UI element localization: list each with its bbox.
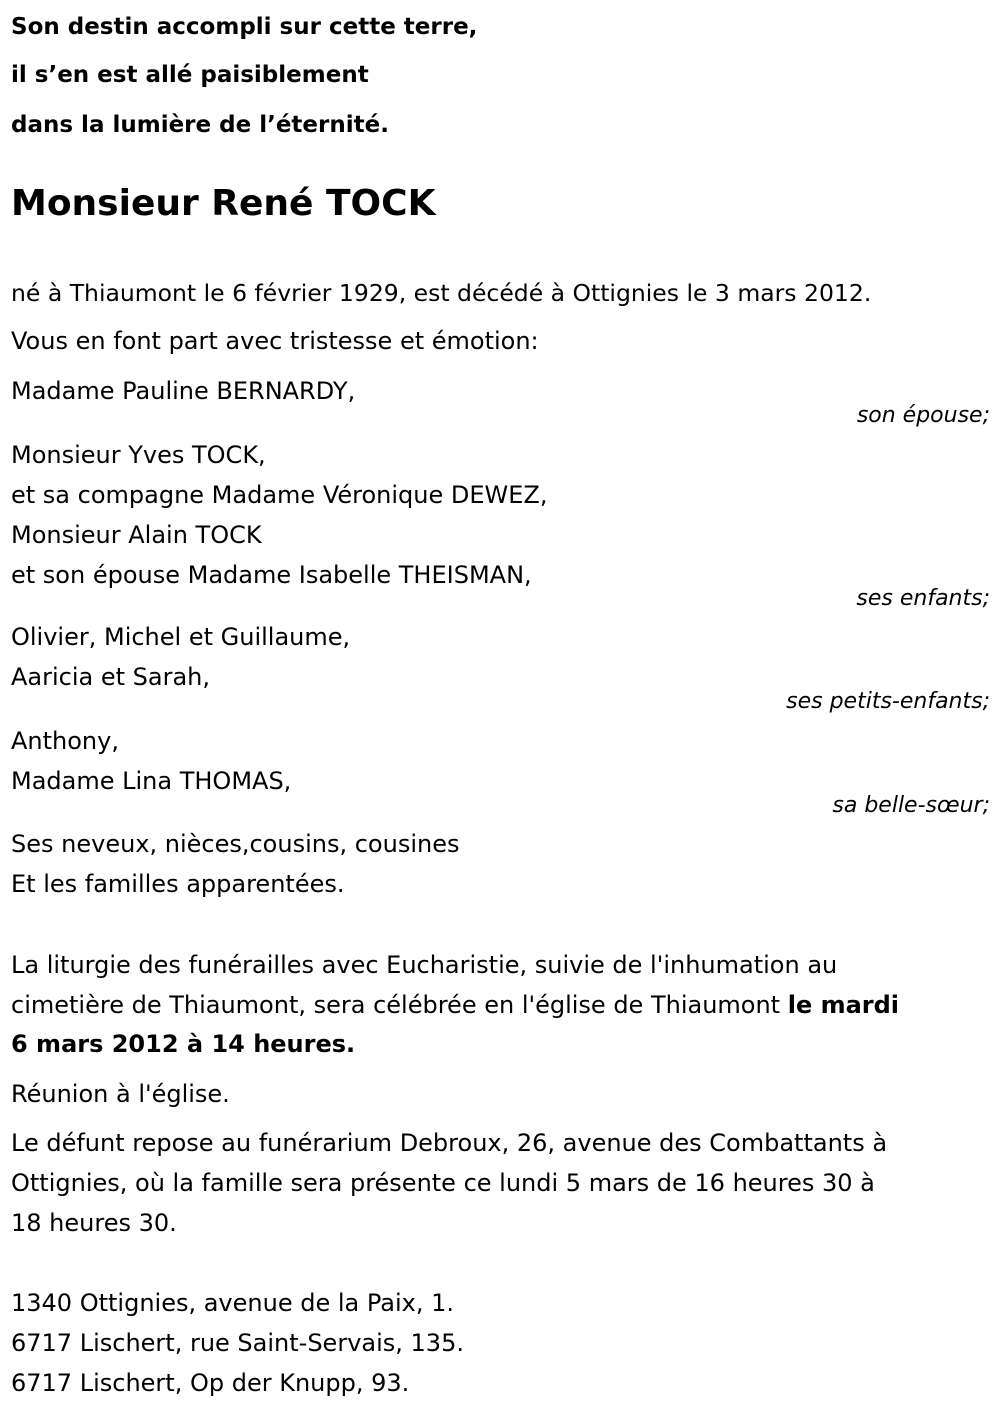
meeting-text: Réunion à l'église.: [11, 1080, 230, 1108]
child-line-4: et son épouse Madame Isabelle THEISMAN,: [11, 561, 532, 589]
deceased-name: Monsieur René TOCK: [11, 183, 436, 224]
funeral-date-time: 6 mars 2012 à 14 heures.: [11, 1030, 356, 1058]
sister-in-law-relation: sa belle-sœur;: [832, 793, 990, 818]
child-line-2: et sa compagne Madame Véronique DEWEZ,: [11, 481, 548, 509]
spouse-name: Madame Pauline BERNARDY,: [11, 377, 356, 405]
repose-line-3: 18 heures 30.: [11, 1209, 177, 1237]
funeral-line-2-text: cimetière de Thiaumont, sera célébrée en l'église de Thiaumont: [11, 991, 788, 1019]
grandchildren-line-2: Aaricia et Sarah,: [11, 663, 211, 691]
others-line-1: Ses neveux, nièces,cousins, cousines: [11, 830, 460, 858]
address-line-2: 6717 Lischert, rue Saint-Servais, 135.: [11, 1329, 464, 1357]
family-line-anthony: Anthony,: [11, 727, 119, 755]
birth-death-text: né à Thiaumont le 6 février 1929, est décédé à Ottignies le 3 mars 2012.: [11, 279, 872, 307]
child-line-1: Monsieur Yves TOCK,: [11, 441, 266, 469]
child-line-3: Monsieur Alain TOCK: [11, 521, 262, 549]
address-line-1: 1340 Ottignies, avenue de la Paix, 1.: [11, 1289, 454, 1317]
intro-text: Vous en font part avec tristesse et émotion:: [11, 327, 539, 355]
funeral-line-2: [11, 990, 899, 1020]
others-line-2: Et les familles apparentées.: [11, 870, 345, 898]
grandchildren-relation: ses petits-enfants;: [786, 689, 990, 714]
verse-line-1: Son destin accompli sur cette terre,: [11, 14, 478, 40]
spouse-relation: son épouse;: [856, 403, 990, 428]
verse-line-3: dans la lumière de l’éternité.: [11, 112, 389, 138]
family-line-lina: Madame Lina THOMAS,: [11, 767, 292, 795]
funeral-date-day: le mardi: [787, 991, 900, 1019]
funeral-line-1: La liturgie des funérailles avec Eucharistie, suivie de l'inhumation au: [11, 951, 838, 979]
address-line-3: 6717 Lischert, Op der Knupp, 93.: [11, 1369, 410, 1397]
verse-line-2: il s’en est allé paisiblement: [11, 62, 369, 88]
repose-line-1: Le défunt repose au funérarium Debroux, 26, avenue des Combattants à: [11, 1129, 888, 1157]
children-relation: ses enfants;: [856, 586, 990, 611]
grandchildren-line-1: Olivier, Michel et Guillaume,: [11, 623, 351, 651]
repose-line-2: Ottignies, où la famille sera présente ce lundi 5 mars de 16 heures 30 à: [11, 1169, 875, 1197]
